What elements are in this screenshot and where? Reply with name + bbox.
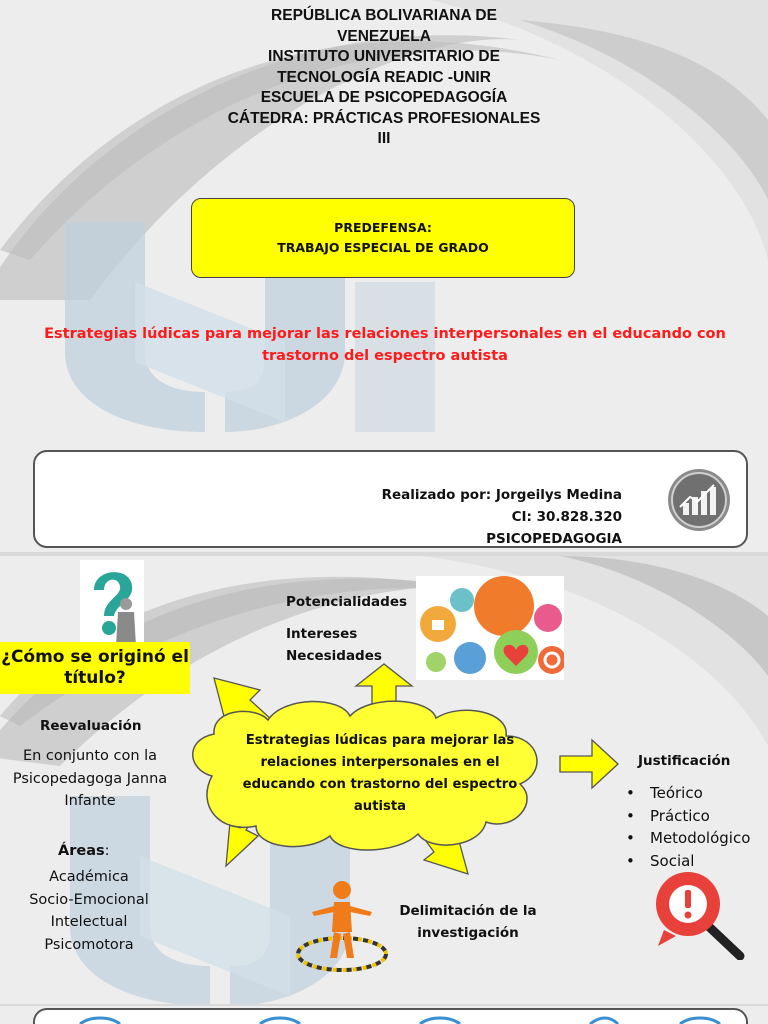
bullet: • <box>626 806 635 825</box>
delimitacion-label <box>398 900 538 944</box>
reevaluacion-details <box>0 745 180 813</box>
justificacion-item: Metodológico <box>650 829 751 847</box>
predefensa-box <box>191 198 575 278</box>
reevaluacion-line: Infante <box>64 793 116 809</box>
header-line: INSTITUTO UNIVERSITARIO DE <box>268 48 500 65</box>
intereses-label: Intereses <box>286 626 358 642</box>
justificacion-item: Práctico <box>650 806 710 825</box>
justificacion-item: Social <box>650 851 695 870</box>
interests-collage-illustration <box>416 576 564 680</box>
central-concept-line: autista <box>353 799 407 814</box>
thesis-title-line: trastorno del espectro autista <box>262 348 508 364</box>
header-line: ESCUELA DE PSICOPEDAGOGÍA <box>260 89 508 106</box>
author-info-box <box>33 450 748 548</box>
list-item <box>626 782 750 805</box>
origin-question-line: ¿Cómo se originó el <box>1 647 189 667</box>
areas-heading <box>58 843 110 859</box>
areas-colon: : <box>104 843 110 859</box>
institution-header <box>200 6 568 150</box>
delimitacion-line: investigación <box>417 925 519 941</box>
header-line: III <box>377 130 391 147</box>
area-item: Intelectual <box>50 914 128 930</box>
reevaluacion-line: En conjunto con la <box>22 748 158 764</box>
origin-question-line: título? <box>64 668 126 688</box>
central-concept-line: relaciones interpersonales en el <box>260 755 500 770</box>
arrow-right-icon <box>560 740 618 788</box>
list-item <box>626 850 750 873</box>
central-concept-line: educando con trastorno del espectro <box>242 777 518 792</box>
author-ci: CI: 30.828.320 <box>511 509 622 525</box>
reevaluacion-line: Psicopedagoga Janna <box>12 770 168 787</box>
intereses-necesidades-block <box>286 623 382 667</box>
areas-list <box>0 866 178 956</box>
area-item: Académica <box>49 869 129 885</box>
list-item <box>626 805 750 828</box>
boundary-person-illustration <box>292 876 392 976</box>
central-concept-text <box>220 730 540 818</box>
areas-label: Áreas <box>58 843 105 859</box>
bullet: • <box>626 829 635 847</box>
thesis-title-line: Estrategias lúdicas para mejorar las relaciones interpersonales en el educando con <box>44 326 726 342</box>
header-line: REPÚBLICA BOLIVARIANA DE <box>271 7 497 24</box>
area-item: Psicomotora <box>44 936 134 953</box>
justificacion-item: Teórico <box>650 784 703 802</box>
bullet: • <box>626 851 635 870</box>
author-name: Realizado por: Jorgeilys Medina <box>381 487 622 503</box>
area-item: Socio-Emocional <box>29 891 149 908</box>
potencialidades-label: Potencialidades <box>286 594 408 610</box>
delimitacion-line: Delimitación de la <box>399 903 537 919</box>
predefensa-label: PREDEFENSA: <box>334 220 432 235</box>
thesis-title <box>40 323 730 367</box>
reevaluacion-label: Reevaluación <box>40 718 142 734</box>
mindmap-slide <box>0 556 768 1004</box>
warning-magnifier-icon <box>654 870 746 960</box>
bullet: • <box>626 784 635 802</box>
stats-chart-icon <box>666 467 732 533</box>
next-slide-partial <box>0 1006 768 1024</box>
justificacion-list <box>626 782 750 872</box>
header-line: TECNOLOGÍA READIC -UNIR <box>277 68 491 86</box>
author-details <box>382 484 622 550</box>
necesidades-label: Necesidades <box>286 648 382 664</box>
next-slide-icons-strip <box>70 1014 730 1024</box>
central-concept-line: Estrategias lúdicas para mejorar las <box>245 733 515 748</box>
header-line: VENEZUELA <box>337 27 431 45</box>
header-line: CÁTEDRA: PRÁCTICAS PROFESIONALES <box>227 109 541 127</box>
trabajo-especial-label: TRABAJO ESPECIAL DE GRADO <box>277 240 489 255</box>
list-item <box>626 827 750 850</box>
justificacion-label: Justificación <box>638 753 731 769</box>
author-career: PSICOPEDAGOGIA <box>486 531 622 547</box>
